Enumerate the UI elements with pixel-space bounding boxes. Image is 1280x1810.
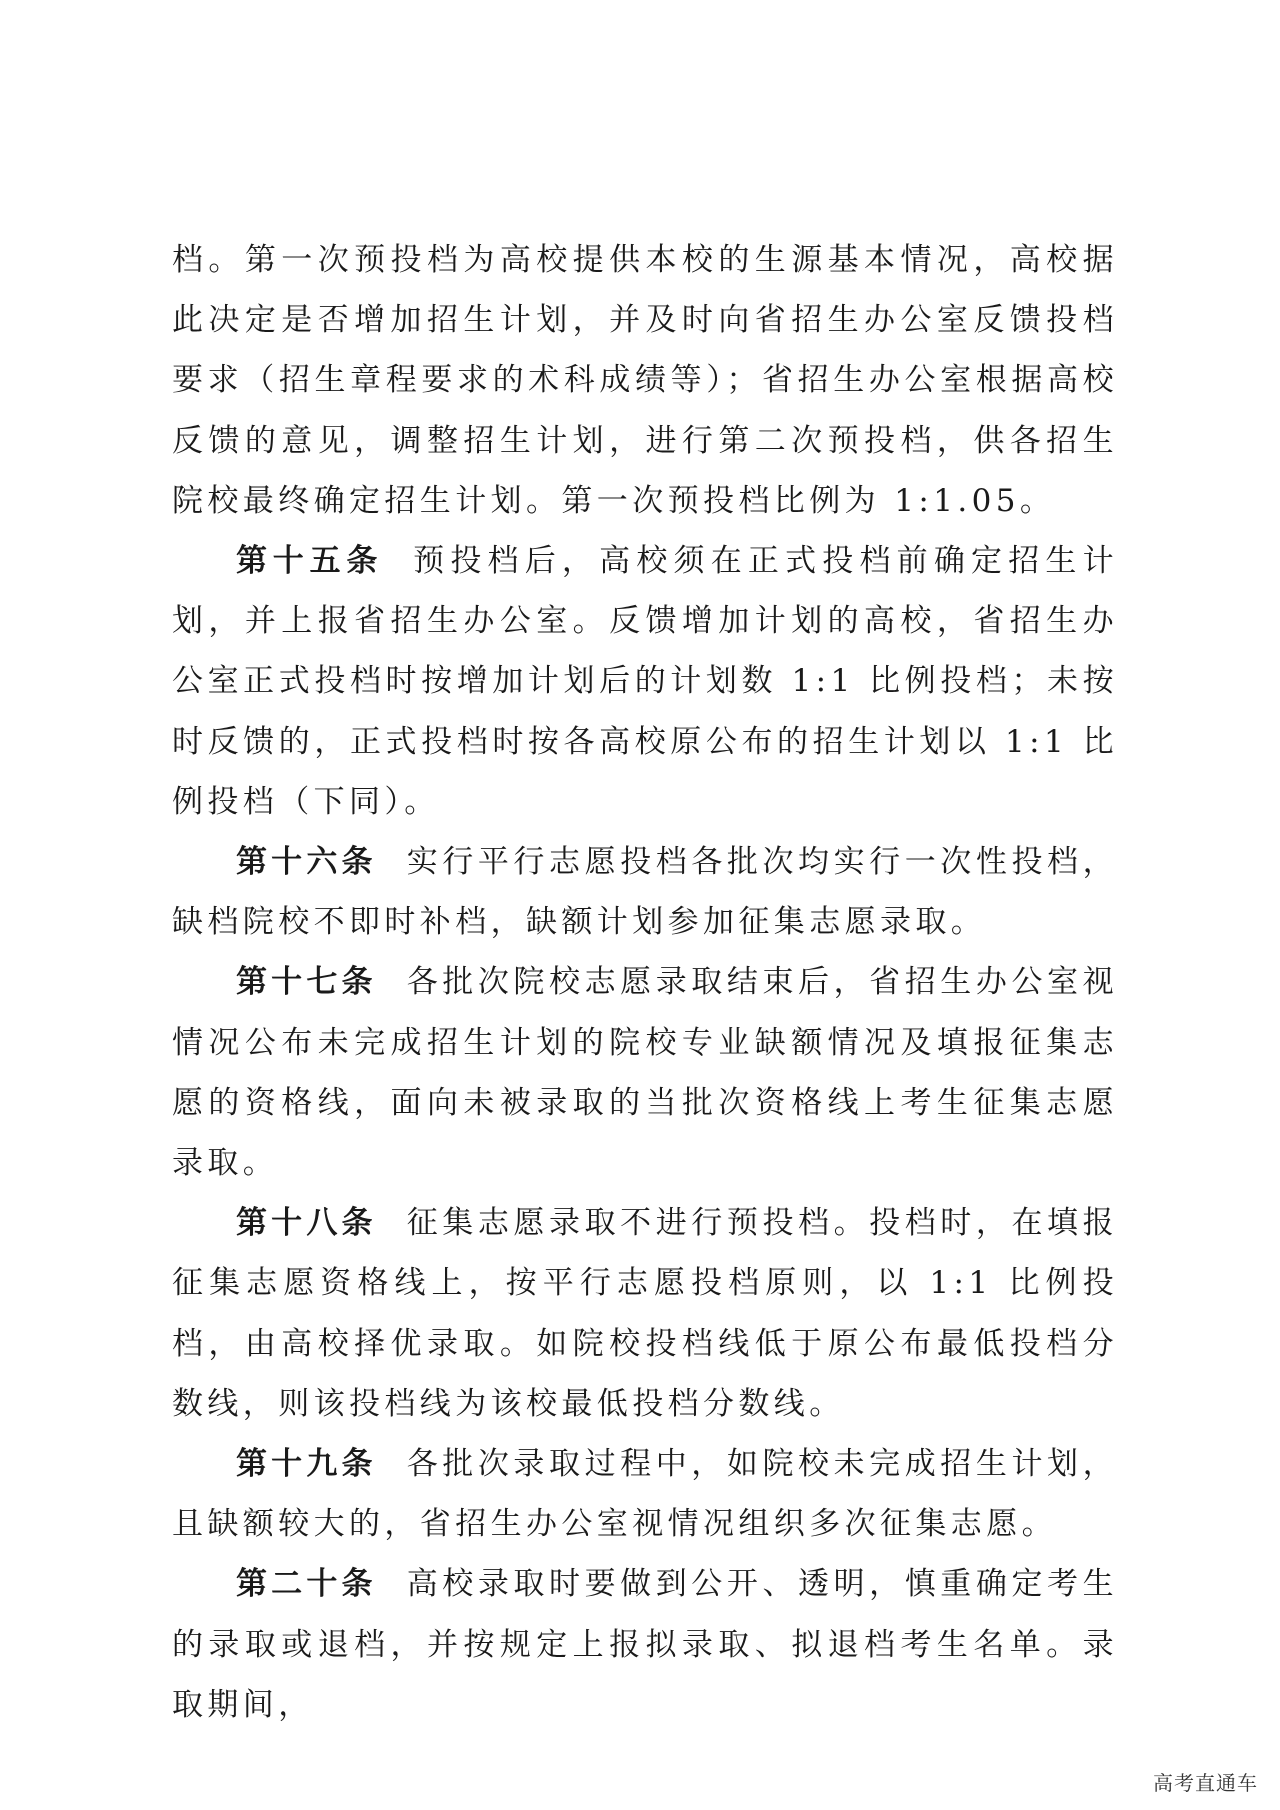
paragraph-text: 实行平行志愿投档各批次均实行一次性投档，缺档院校不即时补档，缺额计划参加征集志愿录取。 [172, 844, 1119, 941]
article-20 [172, 1554, 1118, 1735]
paragraph-text: 预投档后，高校须在正式投档前确定招生计划，并上报省招生办公室。反馈增加计划的高校，省招生办公室正式投档时按增加计划后的计划数 1:1 比例投档；未按时反馈的，正式投档时按各高校原公布的招生计划以 1:1 比例投档（下同）。 [172, 543, 1118, 820]
paragraph-text: 征集志愿录取不进行预投档。投档时，在填报征集志愿资格线上，按平行志愿投档原则，以 1:1 比例投档，由高校择优录取。如院校投档线低于原公布最低投档分数线，则该投档线为该校最低投档分数线。 [172, 1205, 1119, 1422]
article-15 [172, 531, 1118, 832]
article-16 [172, 832, 1118, 952]
article-number: 第二十条 [236, 1566, 377, 1603]
article-18 [172, 1193, 1118, 1434]
article-number: 第十八条 [236, 1205, 377, 1242]
paragraph-text: 档。第一次预投档为高校提供本校的生源基本情况，高校据此决定是否增加招生计划，并及时向省招生办公室反馈投档要求（招生章程要求的术科成绩等）；省招生办公室根据高校反馈的意见，调整招生计划，进行第二次预投档，供各招生院校最终确定招生计划。第一次预投档比例为 1:1.05。 [172, 242, 1118, 519]
article-number: 第十九条 [236, 1446, 377, 1483]
paragraph-text: 各批次录取过程中，如院校未完成招生计划，且缺额较大的，省招生办公室视情况组织多次征集志愿。 [172, 1446, 1119, 1543]
article-number: 第十七条 [236, 964, 377, 1001]
paragraph-text: 各批次院校志愿录取结束后，省招生办公室视情况公布未完成招生计划的院校专业缺额情况及填报征集志愿的资格线，面向未被录取的当批次资格线上考生征集志愿录取。 [172, 964, 1119, 1182]
article-17 [172, 952, 1118, 1193]
article-number: 第十六条 [236, 844, 377, 881]
article-19 [172, 1434, 1118, 1554]
paragraph-text: 高校录取时要做到公开、透明，慎重确定考生的录取或退档，并按规定上报拟录取、拟退档考生名单。录取期间， [172, 1566, 1119, 1723]
article-number: 第十五条 [236, 543, 384, 580]
paragraph-continuation [172, 230, 1118, 531]
document-page [172, 230, 1118, 1735]
watermark-text: 高考直通车 [1153, 1771, 1258, 1795]
